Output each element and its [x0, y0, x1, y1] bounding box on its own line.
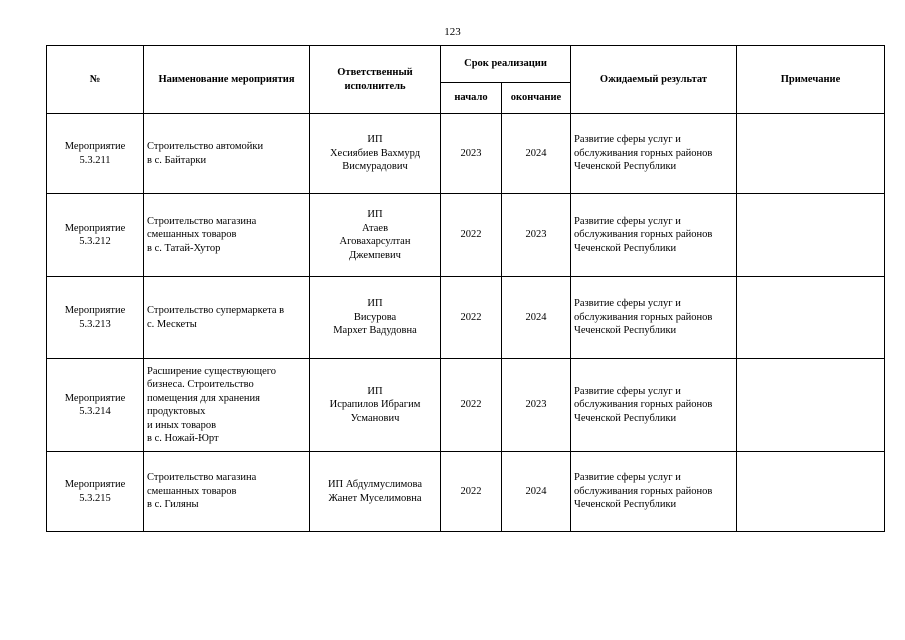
event-result: Развитие сферы услуг и обслуживания горных районов Чеченской Республики — [571, 452, 737, 532]
event-result: Развитие сферы услуг и обслуживания горных районов Чеченской Республики — [571, 194, 737, 277]
header-note: Примечание — [737, 46, 885, 114]
event-result: Развитие сферы услуг и обслуживания горных районов Чеченской Республики — [571, 277, 737, 359]
event-number: Мероприятие 5.3.215 — [47, 452, 144, 532]
table-row — [47, 359, 885, 452]
event-responsible: ИП Атаев Аговахарсултан Джемпевич — [310, 194, 441, 277]
event-responsible: ИП Абдулмуслимова Жанет Муселимовна — [310, 452, 441, 532]
event-start: 2022 — [441, 452, 502, 532]
header-term: Срок реализации — [441, 46, 571, 83]
events-table — [46, 45, 885, 532]
event-number: Мероприятие 5.3.214 — [47, 359, 144, 452]
event-result: Развитие сферы услуг и обслуживания горных районов Чеченской Республики — [571, 114, 737, 194]
event-start: 2022 — [441, 194, 502, 277]
event-end: 2024 — [502, 114, 571, 194]
event-responsible: ИП Исрапилов Ибрагим Усманович — [310, 359, 441, 452]
table-header-row — [47, 46, 885, 83]
header-end: окончание — [502, 83, 571, 114]
table-row — [47, 452, 885, 532]
event-note — [737, 452, 885, 532]
event-result: Развитие сферы услуг и обслуживания горных районов Чеченской Республики — [571, 359, 737, 452]
event-name: Строительство магазина смешанных товаров в с. Гиляны — [144, 452, 310, 532]
event-number: Мероприятие 5.3.211 — [47, 114, 144, 194]
event-number: Мероприятие 5.3.213 — [47, 277, 144, 359]
event-end: 2023 — [502, 359, 571, 452]
event-name: Строительство магазина смешанных товаров в с. Татай-Хутор — [144, 194, 310, 277]
table-row — [47, 194, 885, 277]
event-name: Строительство супермаркета в с. Мескеты — [144, 277, 310, 359]
event-note — [737, 114, 885, 194]
event-note — [737, 277, 885, 359]
event-start: 2022 — [441, 277, 502, 359]
event-number: Мероприятие 5.3.212 — [47, 194, 144, 277]
table-row — [47, 277, 885, 359]
event-start: 2022 — [441, 359, 502, 452]
table-row — [47, 114, 885, 194]
event-note — [737, 194, 885, 277]
event-responsible: ИП Хесиябиев Вахмурд Висмурадович — [310, 114, 441, 194]
event-note — [737, 359, 885, 452]
header-number: № — [47, 46, 144, 114]
event-responsible: ИП Висурова Мархет Вадудовна — [310, 277, 441, 359]
header-start: начало — [441, 83, 502, 114]
header-responsible: Ответственный исполнитель — [310, 46, 441, 114]
event-name: Расширение существующего бизнеса. Строительство помещения для хранения продуктовых и иных товаров в с. Ножай-Юрт — [144, 359, 310, 452]
event-start: 2023 — [441, 114, 502, 194]
event-name: Строительство автомойки в с. Байтарки — [144, 114, 310, 194]
event-end: 2023 — [502, 194, 571, 277]
event-end: 2024 — [502, 277, 571, 359]
header-event-name: Наименование мероприятия — [144, 46, 310, 114]
page-number: 123 — [444, 26, 461, 38]
header-expected-result: Ожидаемый результат — [571, 46, 737, 114]
event-end: 2024 — [502, 452, 571, 532]
